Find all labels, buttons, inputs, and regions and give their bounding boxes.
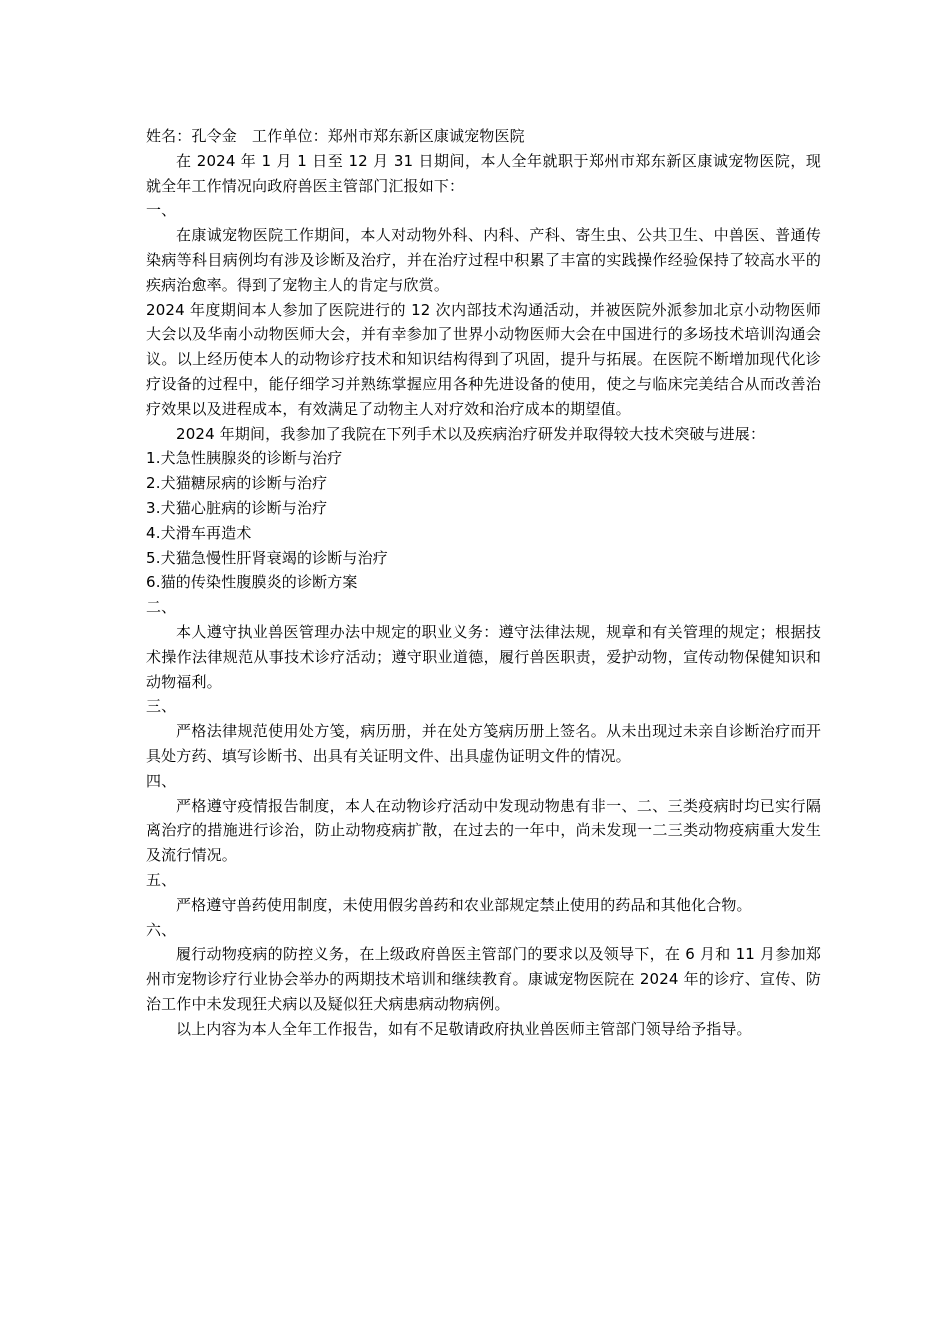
section-heading-5: 五、 (146, 870, 177, 889)
section-5-paragraph: 严格遵守兽药使用制度，未使用假劣兽药和农业部规定禁止使用的药品和其他化合物。 (176, 895, 752, 914)
list-item-6: 6.猫的传染性腹膜炎的诊断方案 (146, 573, 358, 592)
section-1-paragraph-3: 2024 年期间，我参加了我院在下列手术以及疾病治疗研发并取得较大技术突破与进展： (176, 424, 766, 443)
intro-paragraph: 在 2024 年 1 月 1 日至 12 月 31 日期间，本人全年就职于郑州市郑东新区康诚宠物医院，现就全年工作情况向政府兽医主管部门汇报如下： (146, 151, 821, 195)
section-1-paragraph-1: 在康诚宠物医院工作期间，本人对动物外科、内科、产科、寄生虫、公共卫生、中兽医、普通传染病等科目病例均有涉及诊断及治疗，并在治疗过程中积累了丰富的实践操作经验保持了较高水平的疾病治愈率。得到了宠物主人的肯定与欣赏。 (146, 226, 821, 294)
list-item-5: 5.犬猫急慢性肝肾衰竭的诊断与治疗 (146, 548, 388, 567)
section-2-paragraph: 本人遵守执业兽医管理办法中规定的职业义务：遵守法律法规，规章和有关管理的规定；根据技术操作法律规范从事技术诊疗活动；遵守职业道德，履行兽医职责，爱护动物，宣传动物保健知识和动物福利。 (146, 622, 821, 691)
section-1-paragraph-2: 2024 年度期间本人参加了医院进行的 12 次内部技术沟通活动，并被医院外派参加北京小动物医师大会以及华南小动物医师大会，并有幸参加了世界小动物医师大会在中国进行的多场技术培训沟通会议。以上经历使本人的动物诊疗技术和知识结构得到了巩固，提升与拓展。在医院不断增加现代化诊疗设备的过程中，能仔细学习并熟练掌握应用各种先进设备的使用，使之与临床完美结合从而改善治疗效果以及进程成本，有效满足了动物主人对疗效和治疗成本的期望值。 (146, 300, 821, 418)
list-item-1: 1.犬急性胰腺炎的诊断与治疗 (146, 449, 343, 468)
section-6-paragraph: 履行动物疫病的防控义务，在上级政府兽医主管部门的要求以及领导下，在 6 月和 11 月参加郑州市宠物诊疗行业协会举办的两期技术培训和继续教育。康诚宠物医院在 2024 年的诊疗、宣传、防治工作中未发现狂犬病以及疑似狂犬病患病动物病例。 (146, 945, 821, 1013)
list-item-4: 4.犬滑车再造术 (146, 523, 252, 542)
section-4-paragraph: 严格遵守疫情报告制度，本人在动物诊疗活动中发现动物患有非一、二、三类疫病时均已实行隔离治疗的措施进行诊治，防止动物疫病扩散，在过去的一年中，尚未发现一二三类动物疫病重大发生及流行情况。 (146, 796, 821, 865)
section-heading-4: 四、 (146, 771, 177, 790)
section-heading-1: 一、 (146, 201, 177, 220)
list-item-2: 2.犬猫糖尿病的诊断与治疗 (146, 474, 328, 493)
report-document (146, 124, 821, 1041)
author-line: 姓名：孔令金 工作单位：郑州市郑东新区康诚宠物医院 (146, 127, 525, 145)
section-heading-6: 六、 (146, 920, 177, 939)
list-item-3: 3.犬猫心脏病的诊断与治疗 (146, 498, 328, 517)
closing-paragraph: 以上内容为本人全年工作报告，如有不足敬请政府执业兽医师主管部门领导给予指导。 (176, 1019, 752, 1038)
section-3-paragraph: 严格法律规范使用处方笺，病历册，并在处方笺病历册上签名。从未出现过未亲自诊断治疗而开具处方药、填写诊断书、出具有关证明文件、出具虚伪证明文件的情况。 (146, 722, 821, 765)
section-heading-3: 三、 (146, 697, 177, 716)
section-heading-2: 二、 (146, 598, 177, 617)
